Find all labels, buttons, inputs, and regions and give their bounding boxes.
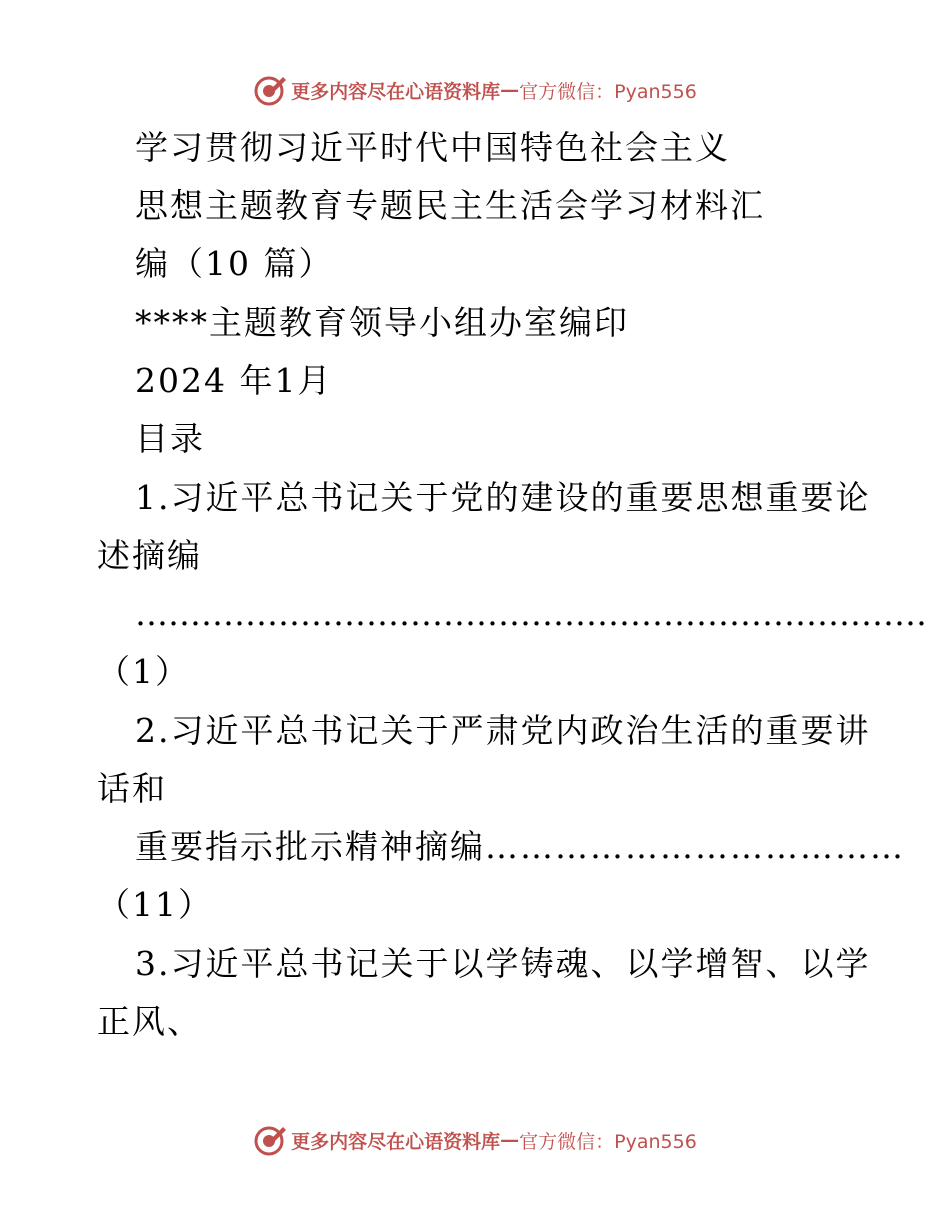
title-line-2: 思想主题教育专题民主生活会学习材料汇 bbox=[135, 186, 765, 225]
toc-item-1-line-2: 述摘编 bbox=[97, 536, 202, 575]
title-line-1: 学习贯彻习近平时代中国特色社会主义 bbox=[135, 128, 730, 167]
issuer-line: ****主题教育领导小组办室编印 bbox=[135, 303, 629, 342]
watermark-header bbox=[0, 70, 950, 110]
toc-item-2-line-2: 话和 bbox=[97, 769, 167, 808]
watermark-wechat-text: 官方微信：Pyan556 bbox=[519, 1130, 697, 1153]
pen-logo-icon bbox=[253, 73, 287, 107]
watermark-dash: — bbox=[500, 79, 520, 101]
title-line-3: 编（10 篇） bbox=[135, 244, 334, 283]
watermark-site-text: 更多内容尽在心语资料库 bbox=[291, 80, 501, 103]
watermark-site-text: 更多内容尽在心语资料库 bbox=[291, 1130, 501, 1153]
watermark-dash: — bbox=[500, 1129, 520, 1151]
toc-heading: 目录 bbox=[135, 419, 205, 458]
toc-item-1-leader: ……………………………………………………………… bbox=[135, 594, 927, 633]
toc-item-1-line-1: 1.习近平总书记关于党的建设的重要思想重要论 bbox=[135, 478, 871, 517]
toc-item-1-page: （1） bbox=[97, 652, 190, 691]
toc-item-3-line-2: 正风、 bbox=[97, 1002, 202, 1041]
watermark-wechat-text: 官方微信：Pyan556 bbox=[519, 80, 697, 103]
toc-item-2-line-1: 2.习近平总书记关于严肃党内政治生活的重要讲 bbox=[135, 711, 871, 750]
pen-logo-icon bbox=[253, 1123, 287, 1157]
watermark-footer bbox=[0, 1120, 950, 1160]
date-line: 2024 年1月 bbox=[135, 361, 333, 400]
toc-item-2-line-3: 重要指示批示精神摘编……………………………… bbox=[135, 827, 905, 866]
toc-item-3-line-1: 3.习近平总书记关于以学铸魂、以学增智、以学 bbox=[135, 944, 871, 983]
toc-item-2-page: （11） bbox=[97, 885, 213, 924]
